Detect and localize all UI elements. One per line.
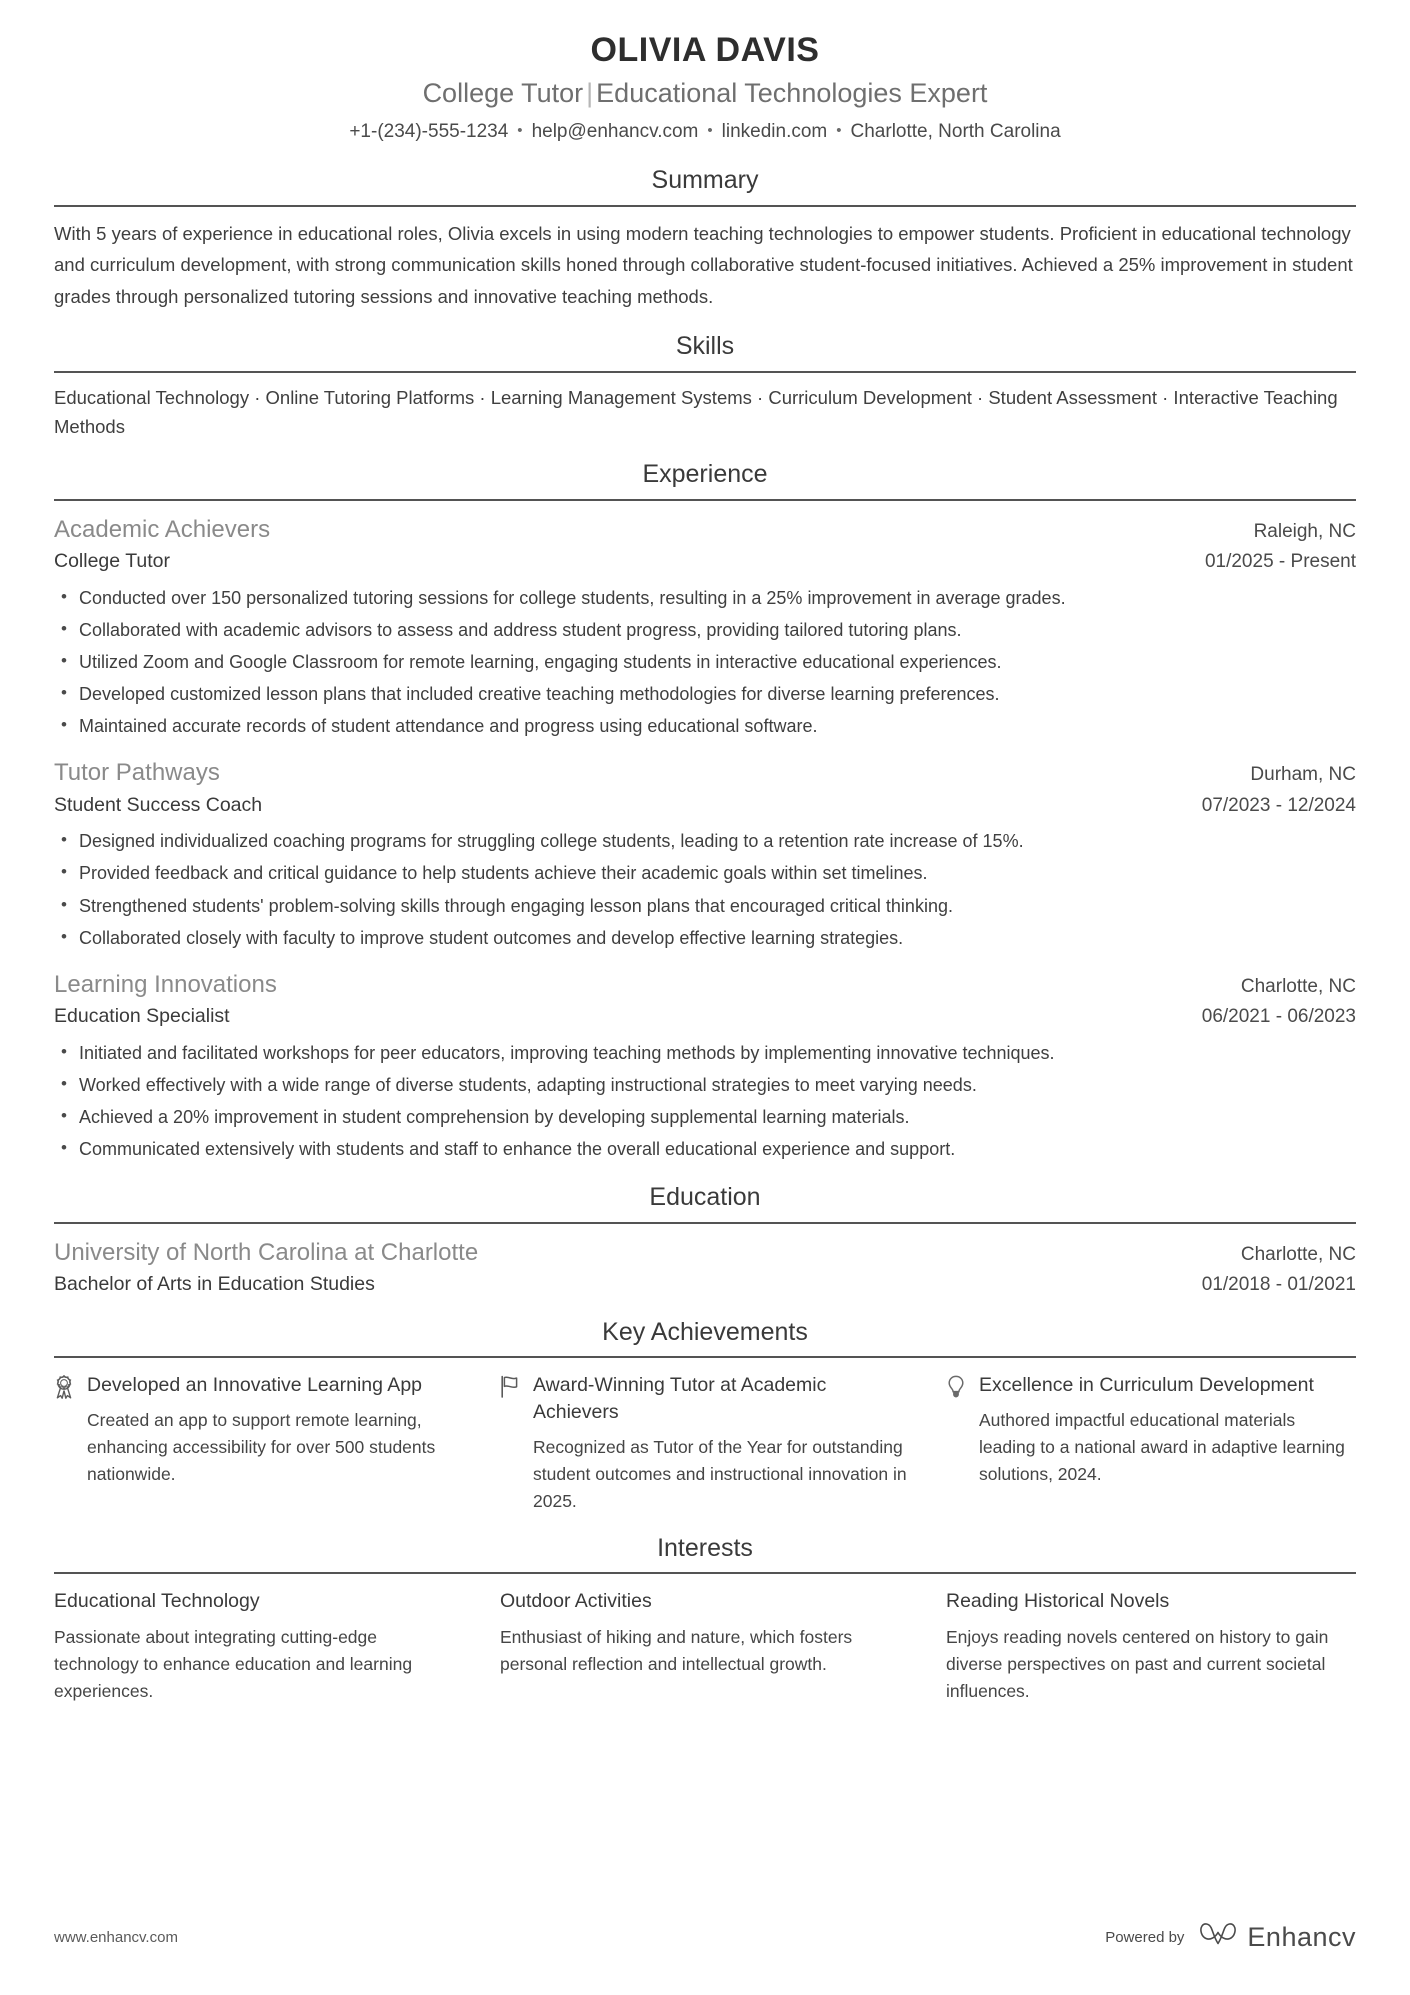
experience-entry-top: [54, 757, 1356, 788]
experience-location: Raleigh, NC: [1253, 520, 1356, 542]
experience-bullet: • Maintained accurate records of student attendance and progress using educational software.: [54, 712, 1356, 741]
section-title-interests: Interests: [657, 1533, 753, 1562]
education-entry: [54, 1224, 1356, 1299]
interest-title: Reading Historical Novels: [946, 1590, 1170, 1613]
contact-separator: •: [836, 122, 842, 140]
interest-description: Enjoys reading novels centered on history to gain diverse perspectives on past and current societal influences.: [946, 1627, 1329, 1702]
experience-entry-sub: [54, 789, 1356, 820]
experience-dates: 06/2021 - 06/2023: [1201, 1006, 1356, 1028]
education-dates: 01/2018 - 01/2021: [1201, 1274, 1356, 1296]
contact-phone: +1-(234)-555-1234: [349, 121, 509, 143]
experience-bullet: • Designed individualized coaching programs for struggling college students, leading to a retention rate increase of 15%.: [54, 827, 1356, 856]
education-school: University of North Carolina at Charlotte: [54, 1238, 479, 1266]
resume-header: [54, 28, 1356, 147]
contact-location: Charlotte, North Carolina: [850, 121, 1061, 143]
section-title-summary: Summary: [651, 165, 759, 194]
candidate-name: OLIVIA DAVIS: [590, 31, 820, 69]
experience-bullet: • Strengthened students' problem-solving skills through engaging lesson plans that encouraged critical thinking.: [54, 892, 1356, 921]
achievement-description: Created an app to support remote learning, enhancing accessibility for over 500 students nationwide.: [87, 1410, 436, 1484]
section-education: [54, 1181, 1356, 1298]
experience-role: College Tutor: [54, 550, 170, 573]
experience-organization: Tutor Pathways: [54, 759, 220, 787]
achievement-title: Developed an Innovative Learning App: [87, 1374, 423, 1397]
page-footer: [54, 1921, 1356, 1953]
experience-location: Durham, NC: [1250, 764, 1356, 786]
experience-entry: [54, 501, 1356, 742]
experience-bullet: • Provided feedback and critical guidance to help students achieve their academic goals within set timelines.: [54, 859, 1356, 888]
achievement-item: [54, 1372, 464, 1514]
experience-bullet: • Conducted over 150 personalized tutoring sessions for college students, resulting in a 25% improvement in average grades.: [54, 584, 1356, 613]
experience-bullets: [54, 584, 1356, 742]
experience-organization: Learning Innovations: [54, 970, 277, 998]
achievement-header: [946, 1372, 1356, 1399]
achievement-title: Award-Winning Tutor at Academic Achievers: [533, 1374, 827, 1424]
lightbulb-icon: [946, 1372, 968, 1399]
achievements-grid: [54, 1358, 1356, 1514]
interest-title: Outdoor Activities: [500, 1590, 652, 1613]
interest-item: [946, 1588, 1356, 1705]
interest-description: Enthusiast of hiking and nature, which fosters personal reflection and intellectual growth.: [500, 1627, 853, 1675]
section-key-achievements: [54, 1316, 1356, 1515]
award-ribbon-icon: [54, 1372, 76, 1399]
footer-branding: [1105, 1921, 1356, 1953]
contact-email[interactable]: help@enhancv.com: [531, 121, 699, 143]
experience-bullet: • Collaborated closely with faculty to improve student outcomes and develop effective learning strategies.: [54, 924, 1356, 953]
section-title-education: Education: [649, 1183, 761, 1212]
footer-powered-by-label: Powered by: [1105, 1928, 1185, 1946]
flag-icon: [500, 1372, 522, 1399]
experience-bullets: [54, 1039, 1356, 1165]
enhancv-wordmark: Enhancv: [1247, 1921, 1356, 1952]
experience-bullet: • Achieved a 20% improvement in student comprehension by developing supplemental learning materials.: [54, 1103, 1356, 1132]
headline-right: Educational Technologies Expert: [596, 78, 988, 109]
experience-bullet: • Collaborated with academic advisors to assess and address student progress, providing tailored tutoring plans.: [54, 616, 1356, 645]
interest-title: Educational Technology: [54, 1590, 260, 1613]
experience-location: Charlotte, NC: [1240, 975, 1356, 997]
experience-bullet: • Communicated extensively with students and staff to enhance the overall educational experience and support.: [54, 1135, 1356, 1164]
achievement-description: Recognized as Tutor of the Year for outstanding student outcomes and instructional innovation in 2025.: [533, 1437, 907, 1511]
interest-item: [500, 1588, 910, 1705]
achievement-item: [946, 1372, 1356, 1514]
interests-grid: [54, 1574, 1356, 1705]
headline-left: College Tutor: [422, 78, 584, 109]
experience-dates: 07/2023 - 12/2024: [1201, 794, 1356, 816]
section-experience: [54, 458, 1356, 1164]
experience-entry-sub: [54, 1000, 1356, 1031]
section-title-skills: Skills: [675, 332, 735, 361]
achievement-description: Authored impactful educational materials leading to a national award in adaptive learning solutions, 2024.: [979, 1410, 1345, 1484]
achievement-item: [500, 1372, 910, 1514]
experience-role: Education Specialist: [54, 1005, 230, 1028]
achievement-title: Excellence in Curriculum Development: [979, 1374, 1314, 1397]
interest-description: Passionate about integrating cutting-edge technology to enhance education and learning experiences.: [54, 1627, 413, 1702]
summary-text: With 5 years of experience in educational roles, Olivia excels in using modern teaching technologies to empower students. Proficient in educational technology and curriculum development, with strong communication skills honed through collaborative student-focused initiatives. Achieved a 25% improvement in student grades through personalized tutoring sessions and innovative teaching methods.: [54, 222, 1353, 308]
experience-bullet: • Developed customized lesson plans that included creative teaching methodologies for diverse learning preferences.: [54, 680, 1356, 709]
experience-entry-sub: [54, 545, 1356, 576]
education-entry-top: [54, 1237, 1356, 1268]
experience-entry: [54, 744, 1356, 952]
contact-linkedin[interactable]: linkedin.com: [721, 121, 828, 143]
section-skills: [54, 330, 1356, 441]
enhancv-logo: [1198, 1921, 1356, 1953]
experience-organization: Academic Achievers: [54, 515, 271, 543]
education-entry-sub: [54, 1268, 1356, 1299]
section-title-experience: Experience: [642, 460, 768, 489]
candidate-headline: [54, 74, 1356, 113]
experience-bullets: [54, 827, 1356, 953]
experience-bullet: • Utilized Zoom and Google Classroom for remote learning, engaging students in interactive educational experiences.: [54, 648, 1356, 677]
interest-item: [54, 1588, 464, 1705]
education-location: Charlotte, NC: [1240, 1243, 1356, 1265]
section-summary: [54, 164, 1356, 313]
headline-divider: |: [586, 78, 594, 109]
experience-entry-top: [54, 514, 1356, 545]
experience-role: Student Success Coach: [54, 793, 263, 816]
experience-bullet: • Worked effectively with a wide range of diverse students, adapting instructional strategies to meet varying needs.: [54, 1071, 1356, 1100]
experience-dates: 01/2025 - Present: [1204, 551, 1356, 573]
experience-entry-top: [54, 969, 1356, 1000]
contact-separator: •: [517, 122, 523, 140]
education-degree: Bachelor of Arts in Education Studies: [54, 1273, 375, 1296]
experience-entry: [54, 956, 1356, 1164]
experience-bullet: • Initiated and facilitated workshops for peer educators, improving teaching methods by implementing innovative techniques.: [54, 1039, 1356, 1068]
contact-line: [54, 118, 1356, 147]
enhancv-mark-icon: [1198, 1921, 1238, 1953]
footer-url[interactable]: www.enhancv.com: [54, 1928, 178, 1946]
achievement-header: [54, 1372, 464, 1399]
skills-list: Educational Technology · Online Tutoring Platforms · Learning Management Systems · Curriculum Development · Student Assessment · Interactive Teaching Methods: [54, 386, 1338, 437]
contact-separator: •: [707, 122, 713, 140]
section-title-key-achievements: Key Achievements: [602, 1317, 808, 1346]
achievement-header: [500, 1372, 910, 1426]
section-interests: [54, 1532, 1356, 1706]
